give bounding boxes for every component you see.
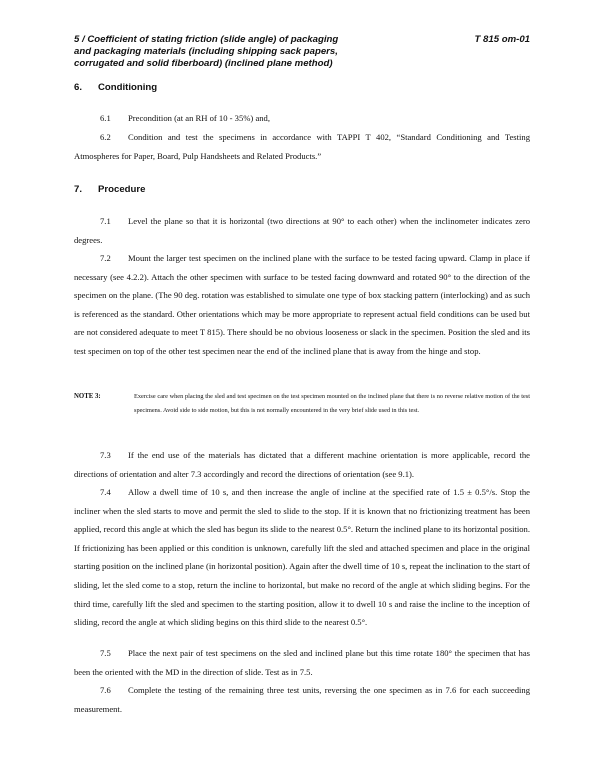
standard-code: T 815 om-01 bbox=[474, 34, 530, 45]
paragraph-number: 7.5 bbox=[100, 648, 111, 658]
paragraph-text: Level the plane so that it is horizontal (two directions at 90° to each other) when the inclinometer indicates zero degrees. bbox=[74, 216, 530, 245]
paragraph-6-1 bbox=[74, 109, 530, 128]
section-title: Procedure bbox=[98, 184, 146, 195]
header-title-line: and packaging materials (including shipping sack papers, bbox=[74, 46, 338, 57]
paragraph-7-4 bbox=[74, 483, 530, 632]
paragraph-6-2 bbox=[74, 128, 530, 165]
section-title: Conditioning bbox=[98, 82, 158, 93]
paragraph-7-1 bbox=[74, 212, 530, 249]
paragraph-text: If the end use of the materials has dictated that a different machine orientation is more applicable, record the directions of orientation and alter 7.3 accordingly and record the directions of orientation (see 9.1). bbox=[74, 450, 530, 479]
header-title-line: 5 / Coefficient of stating friction (slide angle) of packaging bbox=[74, 34, 339, 45]
paragraph-7-2 bbox=[74, 249, 530, 361]
paragraph-text: Place the next pair of test specimens on the sled and inclined plane but this time rotate 180° the specimen that has been the oriented with the MD in the direction of slide. Test as in 7.5. bbox=[74, 648, 530, 677]
paragraph-number: 7.1 bbox=[100, 216, 111, 226]
paragraph-text: Allow a dwell time of 10 s, and then increase the angle of incline at the specified rate of 1.5 ± 0.5°/s. Stop the incliner when the sled starts to move and permit the sled to slide to the stop. If it is known that no frictionizing treatment has been applied, record this angle at which the sled has begun its slide to the nearest 0.5°. Return the inclined plane to its horizontal position. If frictionizing has been applied or this condition is unknown, carefully lift the sled and attached specimen and place in the original starting position on the inclined plane (in horizontal position). Again after the dwell time of 10 s, repeat the inclination to the start of sliding, let the sled come to a stop, return the incline to horizontal, but make no record of the angle at which sliding begins. For the third time, carefully lift the sled and specimen to the starting position, allow it to dwell 10 s and raise the incline to the inception of sliding, record the angle at which sliding begins on this third slide to the nearest 0.5°. bbox=[74, 487, 530, 628]
paragraph-text: Mount the larger test specimen on the inclined plane with the surface to be tested facing upward. Clamp in place if necessary (see 4.2.2). Attach the other specimen with surface to be tested facing downward and rotated 90° to the direction of the specimen on the plane. (The 90 deg. rotation was established to simulate one type of box stacking pattern (interlocking) and as such is referenced as the standard. Other orientations which may be more appropriate to represent actual field conditions can be used but are not considered adequate to meet T 815). There should be no obvious looseness or slack in the specimen. Position the sled and its test specimen on top of the other test specimen near the end of the inclined plane that is away from the hinge and stop. bbox=[74, 253, 530, 356]
paragraph-7-5 bbox=[74, 644, 530, 681]
section-number: 6. bbox=[74, 82, 83, 93]
paragraph-text: Condition and test the specimens in accordance with TAPPI T 402, “Standard Conditioning and Testing Atmospheres for Paper, Board, Pulp Handsheets and Related Products.” bbox=[74, 132, 530, 161]
section-heading-conditioning bbox=[74, 82, 157, 93]
paragraph-number: 7.6 bbox=[100, 685, 111, 695]
paragraph-text: Complete the testing of the remaining three test units, reversing the one specimen as in 7.6 for each succeeding measurement. bbox=[74, 685, 530, 714]
paragraph-7-3 bbox=[74, 446, 530, 483]
section-heading-procedure bbox=[74, 184, 145, 195]
running-header-title bbox=[74, 34, 404, 70]
paragraph-text: Precondition (at an RH of 10 - 35%) and, bbox=[128, 113, 271, 123]
paragraph-number: 7.2 bbox=[100, 253, 111, 263]
note-3 bbox=[74, 390, 530, 417]
paragraph-number: 7.4 bbox=[100, 487, 111, 497]
note-text: Exercise care when placing the sled and test specimen on the test specimen mounted on the inclined plane that there is no reverse relative motion of the test specimens. Avoid side to side motion, but this is not normally encountered in the very brief slide used in this test. bbox=[134, 393, 530, 414]
note-label: NOTE 3: bbox=[74, 393, 101, 400]
paragraph-number: 6.1 bbox=[100, 113, 111, 123]
paragraph-number: 7.3 bbox=[100, 450, 111, 460]
section-number: 7. bbox=[74, 184, 83, 195]
paragraph-7-6 bbox=[74, 681, 530, 718]
header-title-line: corrugated and solid fiberboard) (inclined plane method) bbox=[74, 58, 333, 69]
paragraph-number: 6.2 bbox=[100, 132, 111, 142]
